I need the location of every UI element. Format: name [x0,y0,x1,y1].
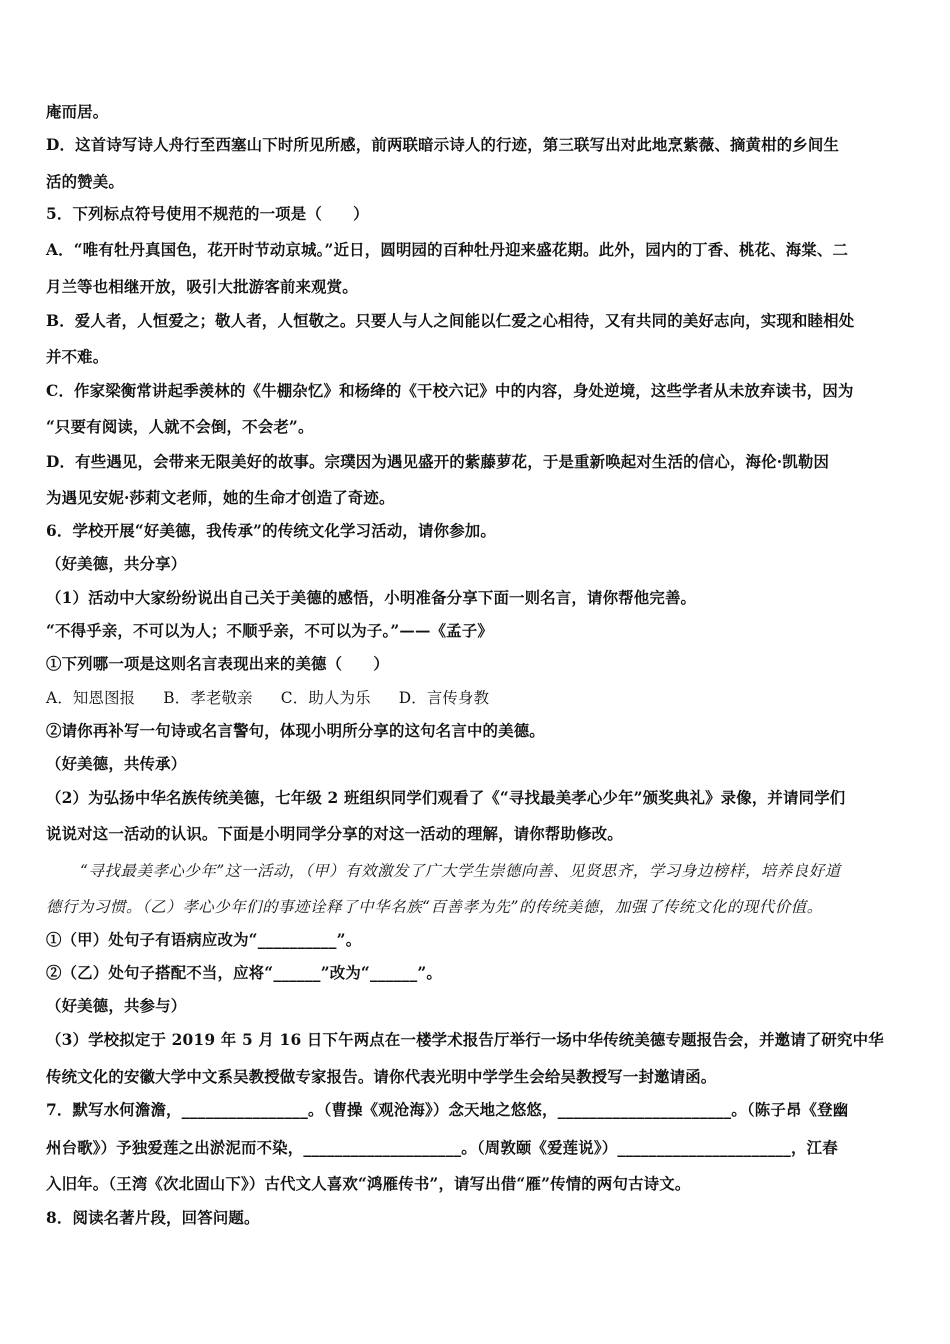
option-c-line: C．作家梁衡常讲起季羡林的《牛棚杂忆》和杨绛的《干校六记》中的内容，身处逆境，这些学者从未放弃读书，因为 [46,382,854,400]
choice-a[interactable]: A．知恩图报 [46,689,136,707]
option-b-line: B．爱人者，人恒爱之；敬人者，人恒敬之。只要人与人之间能以仁爱之心相待，又有共同的美好志向，实现和睦相处 [46,312,855,330]
option-d-line: D．这首诗写诗人舟行至西塞山下时所见所感，前两联暗示诗人的行迹，第三联写出对此地烹紫薇、摘黄柑的乡间生 [46,136,840,154]
text-line: 活的赞美。 [46,173,124,191]
sub-question: ①下列哪一项是这则名言表现出来的美德（ ） [46,655,389,673]
option-a-line: A．“唯有牡丹真国色，花开时节动京城。”近日，圆明园的百种牡丹迎来盛花期。此外，园内的丁香、桃花、海棠、二 [46,241,849,259]
text-line: 州台歌》）予独爱莲之出淤泥而不染，____________________。（周敦颐《爱莲说》）______________________，江春 [46,1139,838,1157]
sub-question: ②请你再补写一句诗或名言警句，体现小明所分享的这句名言中的美德。 [46,722,545,740]
section-heading: （好美德，共参与） [46,997,187,1015]
option-d-line: D．有些遇见，会带来无限美好的故事。宗璞因为遇见盛开的紫藤萝花，于是重新唤起对生活的信心，海伦·凯勒因 [46,453,830,471]
text-line: 说说对这一活动的认识。下面是小明同学分享的对这一活动的理解，请你帮助修改。 [46,825,623,843]
text-line: （3）学校拟定于 2019 年 5 月 16 日下午两点在一楼学术报告厅举行一场中华传统美德专题报告会，并邀请了研究中华 [46,1031,884,1049]
section-heading: （好美德，共传承） [46,755,187,773]
passage-line: 德行为习惯。（乙）孝心少年们的事迹诠释了中华名族“百善孝为先”的传统美德，加强了传统文化的现代价值。 [46,898,823,916]
section-heading: （好美德，共分享） [46,555,187,573]
choice-b[interactable]: B．孝老敬亲 [163,689,253,707]
passage-line: “寻找最美孝心少年”这一活动，（甲）有效激发了广大学生崇德向善、见贤思齐，学习身边榜样，培养良好道 [80,862,841,880]
text-line: 传统文化的安徽大学中文系吴教授做专家报告。请你代表光明中学学生会给吴教授写一封邀请函。 [46,1068,717,1086]
text-line: （1）活动中大家纷纷说出自己关于美德的感悟，小明准备分享下面一则名言，请你帮他完善。 [46,589,697,607]
choice-c[interactable]: C．助人为乐 [280,689,371,707]
text-line: 月兰等也相继开放，吸引大批游客前来观赏。 [46,278,358,296]
choice-options [46,687,908,709]
quote-line: “不得乎亲，不可以为人；不顺乎亲，不可以为子。”——《孟子》 [46,622,493,640]
question-5: 5．下列标点符号使用不规范的一项是（ ） [46,205,369,223]
text-line: 庵而居。 [46,103,109,121]
fill-blank-line: ②（乙）处句子搭配不当，应将“______”改为“______”。 [46,964,442,982]
text-line: “只要有阅读，人就不会倒，不会老”。 [46,418,314,436]
text-line: 为遇见安妮·莎莉文老师，她的生命才创造了奇迹。 [46,489,395,507]
choice-d[interactable]: D．言传身教 [398,689,490,707]
text-line: 入旧年。（王湾《次北固山下》）古代文人喜欢“鸿雁传书”，请写出借“雁”传情的两句古诗文。 [46,1175,691,1193]
fill-blank-line: ①（甲）处句子有语病应改为“__________”。 [46,931,362,949]
question-6: 6．学校开展“好美德，我传承”的传统文化学习活动，请你参加。 [46,522,496,540]
question-7: 7．默写水何澹澹，________________。（曹操《观沧海》）念天地之悠悠，______________________。（陈子昂《登幽 [46,1101,849,1119]
text-line: 并不难。 [46,348,109,366]
text-line: （2）为弘扬中华名族传统美德，七年级 2 班组织同学们观看了《“寻找最美孝心少年”颁奖典礼》录像，并请同学们 [46,789,846,807]
question-8: 8．阅读名著片段，回答问题。 [46,1209,260,1227]
